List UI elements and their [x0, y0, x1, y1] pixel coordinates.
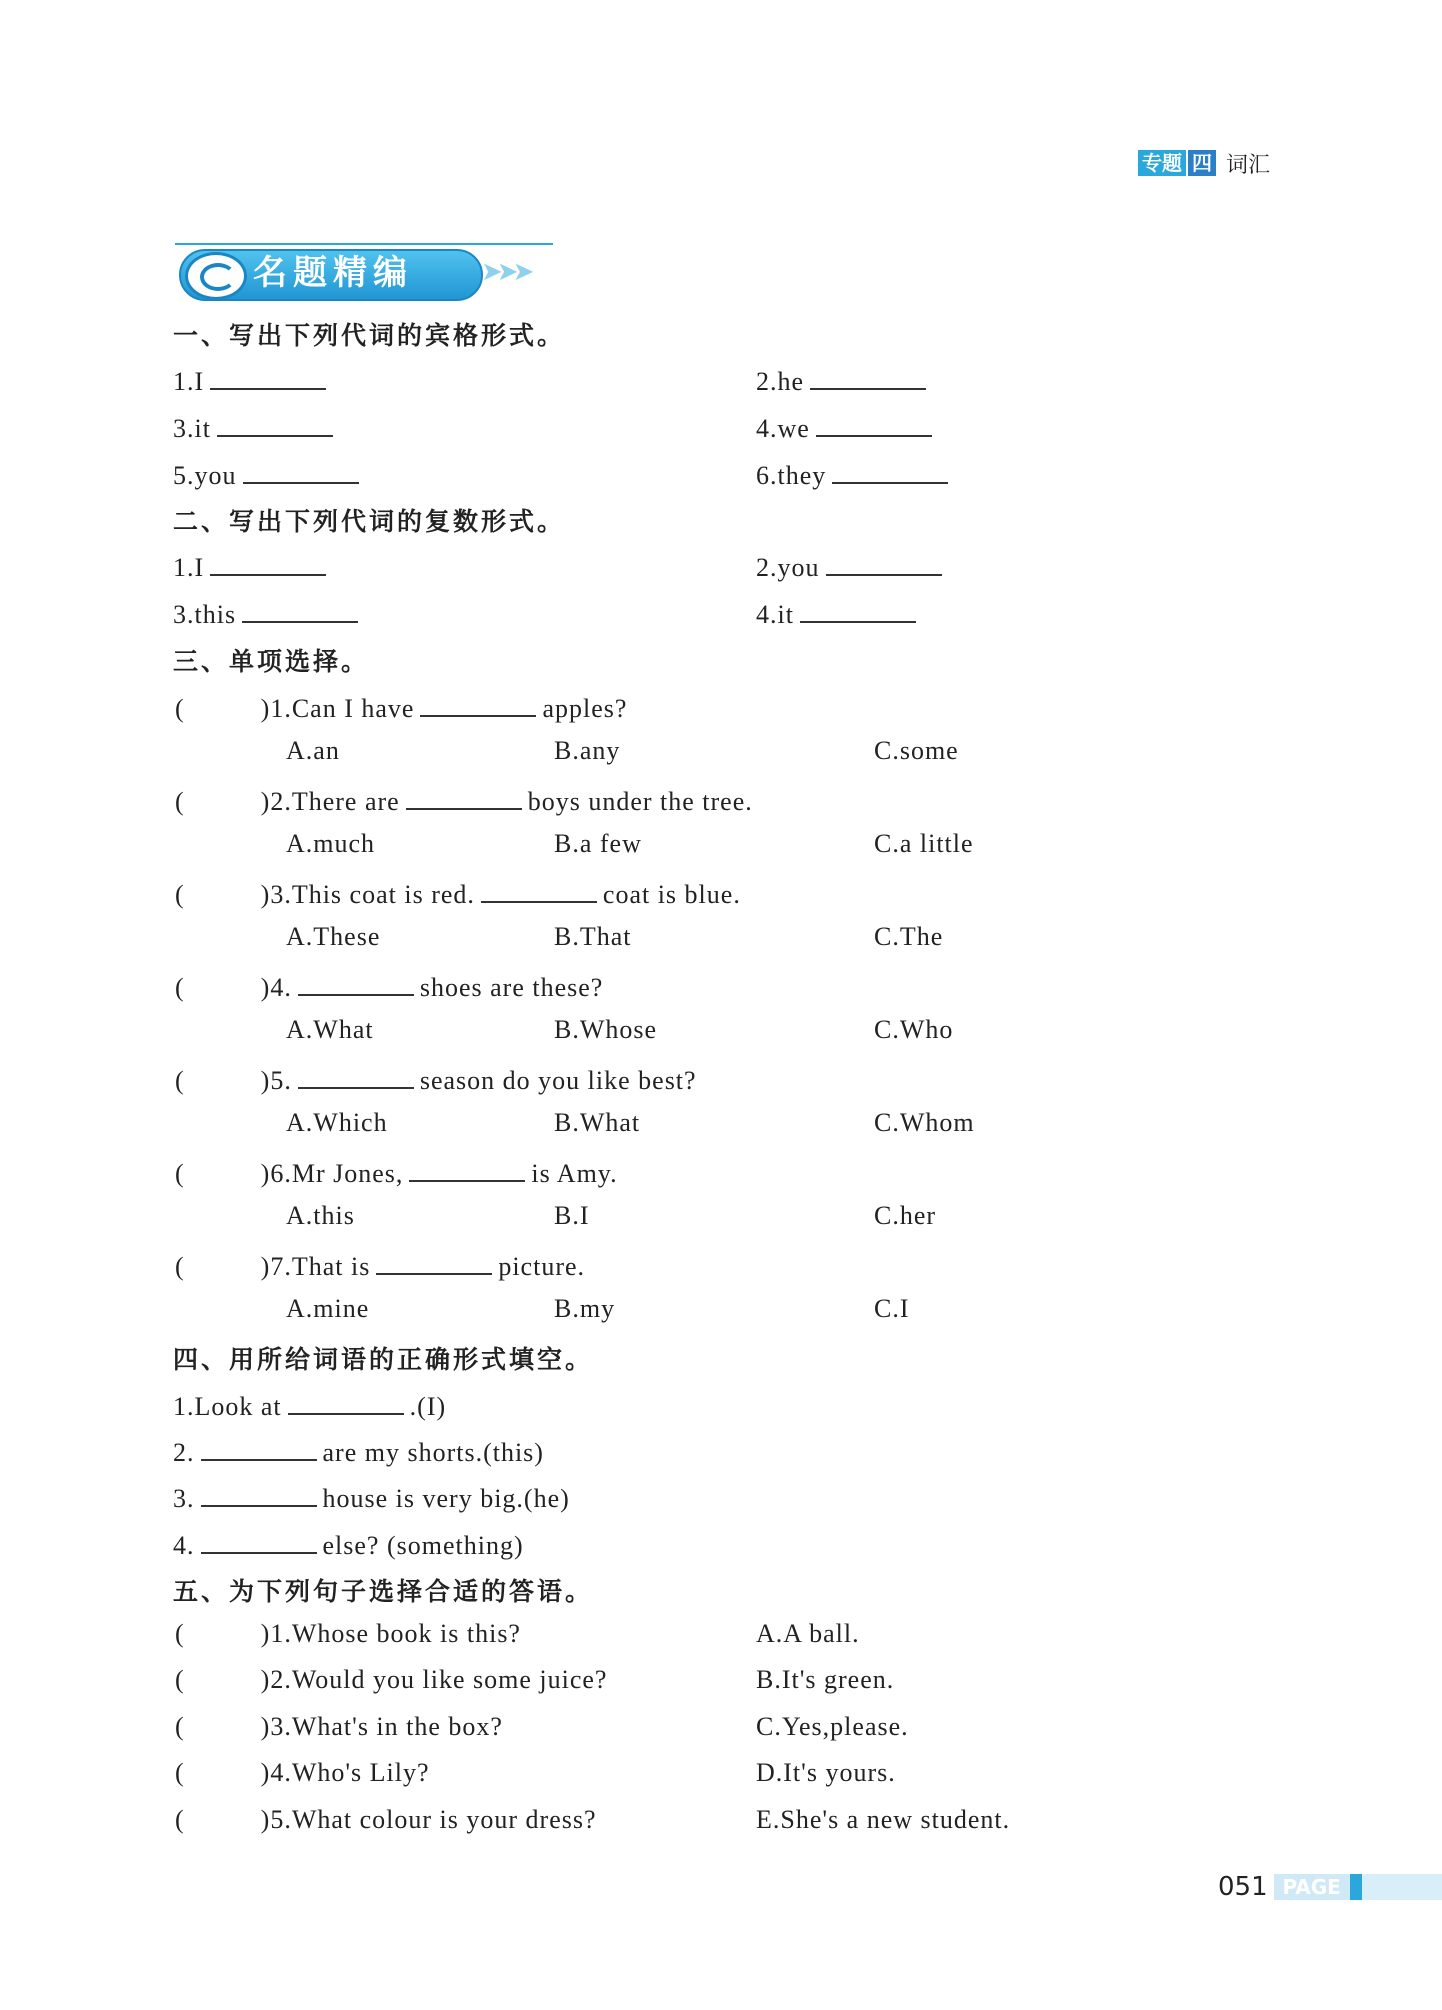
- paren: (: [175, 1805, 185, 1834]
- s1-item-4: [756, 409, 938, 444]
- page-number: 051: [1218, 1872, 1268, 1902]
- paren: (: [175, 880, 185, 909]
- banner-title: 名题精编: [253, 253, 413, 293]
- option-b: B.any: [554, 736, 621, 765]
- question-stem: )3.This coat is red.: [260, 880, 475, 909]
- question-text: )2.Would you like some juice?: [260, 1665, 608, 1694]
- s5-answer-a: A.A ball.: [756, 1619, 860, 1648]
- question-text: )4.Who's Lily?: [260, 1758, 430, 1787]
- answer-blank[interactable]: [810, 362, 926, 390]
- option-c: C.Who: [874, 1015, 954, 1044]
- question-stem: )4.: [260, 973, 292, 1002]
- option-b: B.What: [554, 1108, 641, 1137]
- question-tail: coat is blue.: [602, 880, 741, 909]
- section-4-title: 四、用所给词语的正确形式填空。: [173, 1345, 594, 1374]
- s4-item-3: [173, 1479, 570, 1514]
- section-banner: [175, 243, 555, 303]
- answer-blank[interactable]: [243, 456, 359, 484]
- s5-answer-d: D.It's yours.: [756, 1758, 896, 1787]
- s3-question-4: [175, 968, 603, 1003]
- s1-item-2-label: 2.he: [756, 367, 805, 396]
- s3-question-5: [175, 1061, 697, 1096]
- paren: (: [175, 1712, 185, 1741]
- item-tail: .(I): [409, 1392, 447, 1421]
- option-b: B.my: [554, 1294, 616, 1323]
- item-stem: 4.: [173, 1531, 195, 1560]
- topic-label: 专题: [1138, 150, 1186, 176]
- banner-rule: [175, 243, 553, 245]
- question-tail: season do you like best?: [419, 1066, 697, 1095]
- topic-number: 四: [1188, 150, 1216, 176]
- option-a: A.an: [286, 736, 340, 765]
- paren: (: [175, 973, 185, 1002]
- s1-item-4-label: 4.we: [756, 414, 810, 443]
- answer-blank[interactable]: [217, 409, 333, 437]
- item-tail: else? (something): [322, 1531, 524, 1560]
- question-stem: )1.Can I have: [260, 694, 415, 723]
- s1-item-3-label: 3.it: [173, 414, 211, 443]
- s3-question-7: [175, 1247, 585, 1282]
- question-text: )1.Whose book is this?: [260, 1619, 521, 1648]
- section-1-title: 一、写出下列代词的宾格形式。: [173, 321, 566, 350]
- s5-question-1: [175, 1619, 521, 1649]
- item-stem: 3.: [173, 1484, 195, 1513]
- s5-question-2: [175, 1665, 607, 1695]
- s5-answer-e: E.She's a new student.: [756, 1805, 1011, 1834]
- section-5-title: 五、为下列句子选择合适的答语。: [173, 1577, 594, 1606]
- s1-item-5-label: 5.you: [173, 461, 237, 490]
- answer-blank[interactable]: [406, 782, 522, 810]
- question-tail: shoes are these?: [419, 973, 604, 1002]
- option-c: C.her: [874, 1201, 937, 1230]
- answer-blank[interactable]: [826, 548, 942, 576]
- answer-blank[interactable]: [201, 1433, 317, 1461]
- s5-question-3: [175, 1712, 503, 1742]
- s3-question-6: [175, 1154, 618, 1189]
- question-text: )5.What colour is your dress?: [260, 1805, 597, 1834]
- page-tag: PAGE: [1274, 1874, 1350, 1900]
- answer-blank[interactable]: [242, 595, 358, 623]
- chapter-header: [1138, 148, 1270, 178]
- paren: (: [175, 1665, 185, 1694]
- topic-word: 词汇: [1226, 152, 1271, 178]
- s2-item-1: [173, 548, 332, 583]
- option-c: C.The: [874, 922, 944, 951]
- question-text: )3.What's in the box?: [260, 1712, 503, 1741]
- answer-blank[interactable]: [800, 595, 916, 623]
- paren: (: [175, 1066, 185, 1095]
- s4-item-4: [173, 1526, 524, 1561]
- s3-question-1: [175, 689, 627, 724]
- option-a: A.These: [286, 922, 381, 951]
- s1-item-1: [173, 362, 332, 397]
- option-b: B.I: [554, 1201, 590, 1230]
- s2-item-1-label: 1.I: [173, 553, 205, 582]
- option-a: A.mine: [286, 1294, 370, 1323]
- page-stripe: [1362, 1874, 1442, 1900]
- option-b: B.a few: [554, 829, 642, 858]
- answer-blank[interactable]: [288, 1387, 404, 1415]
- section-3-title: 三、单项选择。: [173, 647, 370, 676]
- question-stem: )5.: [260, 1066, 292, 1095]
- answer-blank[interactable]: [298, 1061, 414, 1089]
- question-stem: )6.Mr Jones,: [260, 1159, 404, 1188]
- paren: (: [175, 1159, 185, 1188]
- s1-item-6: [756, 456, 954, 491]
- question-tail: picture.: [498, 1252, 586, 1281]
- s4-item-1: [173, 1387, 446, 1422]
- s5-question-5: [175, 1805, 597, 1835]
- answer-blank[interactable]: [298, 968, 414, 996]
- item-stem: 1.Look at: [173, 1392, 282, 1421]
- paren: (: [175, 1252, 185, 1281]
- s2-item-4-label: 4.it: [756, 600, 794, 629]
- s1-item-5: [173, 456, 365, 491]
- paren: (: [175, 787, 185, 816]
- banner-arrows-icon: ➤➤➤: [481, 257, 529, 287]
- s5-answer-c: C.Yes,please.: [756, 1712, 909, 1741]
- option-a: A.much: [286, 829, 376, 858]
- option-c: C.I: [874, 1294, 910, 1323]
- option-c: C.Whom: [874, 1108, 975, 1137]
- option-a: A.this: [286, 1201, 355, 1230]
- section-2-title: 二、写出下列代词的复数形式。: [173, 507, 566, 536]
- answer-blank[interactable]: [210, 362, 326, 390]
- answer-blank[interactable]: [210, 548, 326, 576]
- option-a: A.Which: [286, 1108, 388, 1137]
- s3-question-3: [175, 875, 741, 910]
- answer-blank[interactable]: [420, 689, 536, 717]
- option-a: A.What: [286, 1015, 374, 1044]
- s2-item-3: [173, 595, 364, 630]
- answer-blank[interactable]: [201, 1479, 317, 1507]
- s4-item-2: [173, 1433, 544, 1468]
- s2-item-3-label: 3.this: [173, 600, 237, 629]
- s5-answer-b: B.It's green.: [756, 1665, 895, 1694]
- question-tail: is Amy.: [531, 1159, 618, 1188]
- option-c: C.a little: [874, 829, 974, 858]
- item-tail: house is very big.(he): [322, 1484, 570, 1513]
- option-b: B.That: [554, 922, 632, 951]
- answer-blank[interactable]: [832, 456, 948, 484]
- answer-blank[interactable]: [201, 1526, 317, 1554]
- s2-item-2-label: 2.you: [756, 553, 820, 582]
- paren: (: [175, 1619, 185, 1648]
- paren: (: [175, 1758, 185, 1787]
- answer-blank[interactable]: [816, 409, 932, 437]
- s5-question-4: [175, 1758, 430, 1788]
- answer-blank[interactable]: [409, 1154, 525, 1182]
- s1-item-6-label: 6.they: [756, 461, 827, 490]
- question-tail: apples?: [542, 694, 628, 723]
- question-stem: )7.That is: [260, 1252, 371, 1281]
- item-tail: are my shorts.(this): [322, 1438, 544, 1467]
- paren: (: [175, 694, 185, 723]
- item-stem: 2.: [173, 1438, 195, 1467]
- s1-item-2: [756, 362, 932, 397]
- s2-item-4: [756, 595, 922, 630]
- question-stem: )2.There are: [260, 787, 400, 816]
- banner-logo-icon: [185, 252, 247, 300]
- option-b: B.Whose: [554, 1015, 658, 1044]
- option-c: C.some: [874, 736, 959, 765]
- answer-blank[interactable]: [481, 875, 597, 903]
- answer-blank[interactable]: [376, 1247, 492, 1275]
- page-footer: [1218, 1872, 1442, 1902]
- page-bar: [1350, 1874, 1362, 1900]
- s1-item-3: [173, 409, 339, 444]
- s2-item-2: [756, 548, 948, 583]
- question-tail: boys under the tree.: [527, 787, 753, 816]
- s1-item-1-label: 1.I: [173, 367, 205, 396]
- s3-question-2: [175, 782, 753, 817]
